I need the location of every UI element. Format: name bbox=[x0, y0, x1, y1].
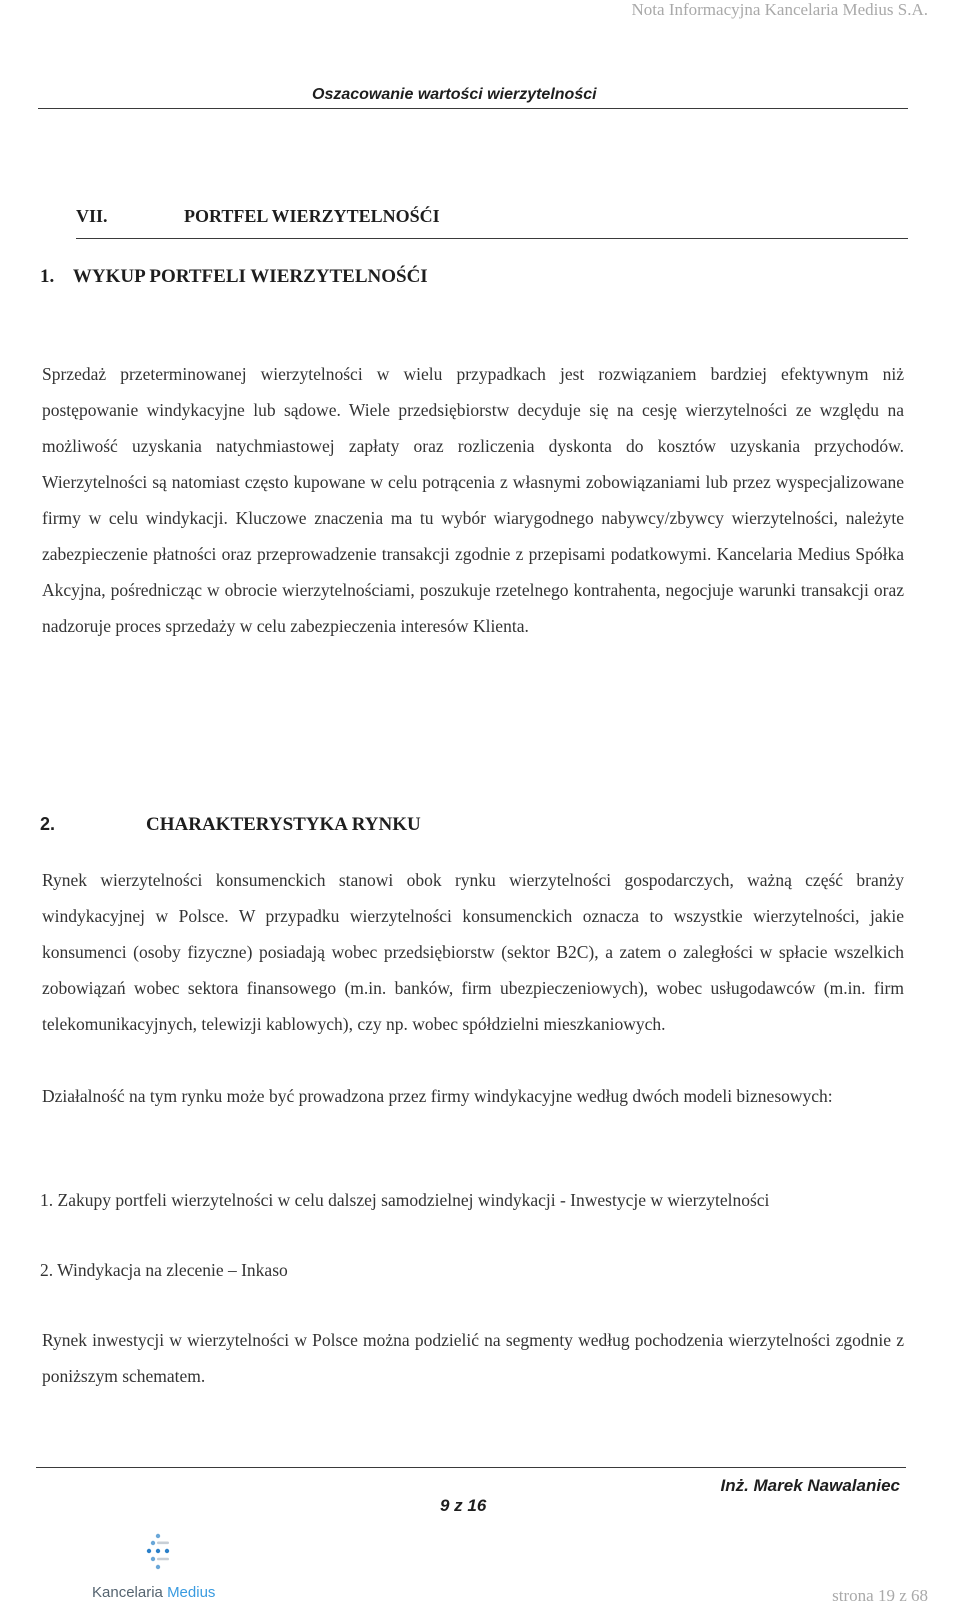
footer-page-number: 9 z 16 bbox=[440, 1496, 487, 1515]
chapter-heading bbox=[76, 206, 440, 227]
section-1-paragraph: Sprzedaż przeterminowanej wierzytelności w wielu przypadkach jest rozwiązaniem bardziej efektywnym niż postępowanie windykacyjne lub sądowe. Wiele przedsiębiorstw decyduje się na cesję wierzytelności ze względu na możliwość uzyskania natychmiastowej zapłaty oraz rozliczenia dyskonta do kosztów uzyskania przychodów. Wierzytelności są natomiast często kupowane w celu potrącenia z własnymi zobowiązaniami lub przez wyspecjalizowane firmy w celu windykacji. Kluczowe znaczenia ma tu wybór wiarygodnego nabywcy/zbywcy wierzytelności, należyte zabezpieczenie płatności oraz przeprowadzenie transakcji zgodnie z przepisami podatkowymi. Kancelaria Medius Spółka Akcyjna, pośrednicząc w obrocie wierzytelnościami, poszukuje rzetelnego kontrahenta, negocjuje warunki transakcji oraz nadzoruje proces sprzedaży w celu zabezpieczenia interesów Klienta. bbox=[42, 364, 904, 636]
document-title: Nota Informacyjna Kancelaria Medius S.A. bbox=[631, 0, 928, 19]
logo-wordmark bbox=[92, 1584, 215, 1601]
header-rule bbox=[38, 108, 908, 109]
section-2-title: CHARAKTERYSTYKA RYNKU bbox=[146, 814, 421, 835]
chapter-number: VII. bbox=[76, 206, 108, 226]
logo-accent: Medius bbox=[167, 1584, 216, 1601]
section-2-paragraph-2: Działalność na tym rynku może być prowadzona przez firmy windykacyjne według dwóch modeli biznesowych: bbox=[42, 1086, 833, 1106]
footer-author: Inż. Marek Nawalaniec bbox=[720, 1476, 900, 1495]
section-2-paragraph-3: Rynek inwestycji w wierzytelności w Polsce można podzielić na segmenty według pochodzenia wierzytelności zgodnie z poniższym schematem. bbox=[42, 1330, 904, 1386]
chapter-rule bbox=[76, 238, 908, 239]
section-2-number: 2. bbox=[40, 814, 56, 834]
page-counter: strona 19 z 68 bbox=[832, 1586, 928, 1605]
report-subject: Oszacowanie wartości wierzytelności bbox=[312, 86, 597, 103]
list-item: 2. Windykacja na zlecenie – Inkaso bbox=[40, 1260, 288, 1280]
footer-rule bbox=[36, 1467, 906, 1468]
section-1-heading: 1. WYKUP PORTFELI WIERZYTELNOŚĆI bbox=[40, 266, 428, 287]
list-item: 1. Zakupy portfeli wierzytelności w celu dalszej samodzielnej windykacji - Inwestycje w wierzytelności bbox=[40, 1190, 770, 1210]
logo-brand: Kancelaria bbox=[92, 1584, 163, 1601]
logo-icon bbox=[142, 1532, 174, 1572]
chapter-title: PORTFEL WIERZYTELNOŚĆI bbox=[184, 206, 440, 226]
section-2-paragraph-1: Rynek wierzytelności konsumenckich stanowi obok rynku wierzytelności gospodarczych, ważną część branży windykacyjnej w Polsce. W przypadku wierzytelności konsumenckich oznacza to wszystkie wierzytelności, jakie konsumenci (osoby fizyczne) posiadają wobec przedsiębiorstw (sektor B2C), a zatem o zaległości w spłacie wszelkich zobowiązań wobec sektora finansowego (m.in. banków, firm ubezpieczeniowych), wobec usługodawców (m.in. firm telekomunikacyjnych, telewizji kablowych), czy np. wobec spółdzielni mieszkaniowych. bbox=[42, 870, 904, 1034]
